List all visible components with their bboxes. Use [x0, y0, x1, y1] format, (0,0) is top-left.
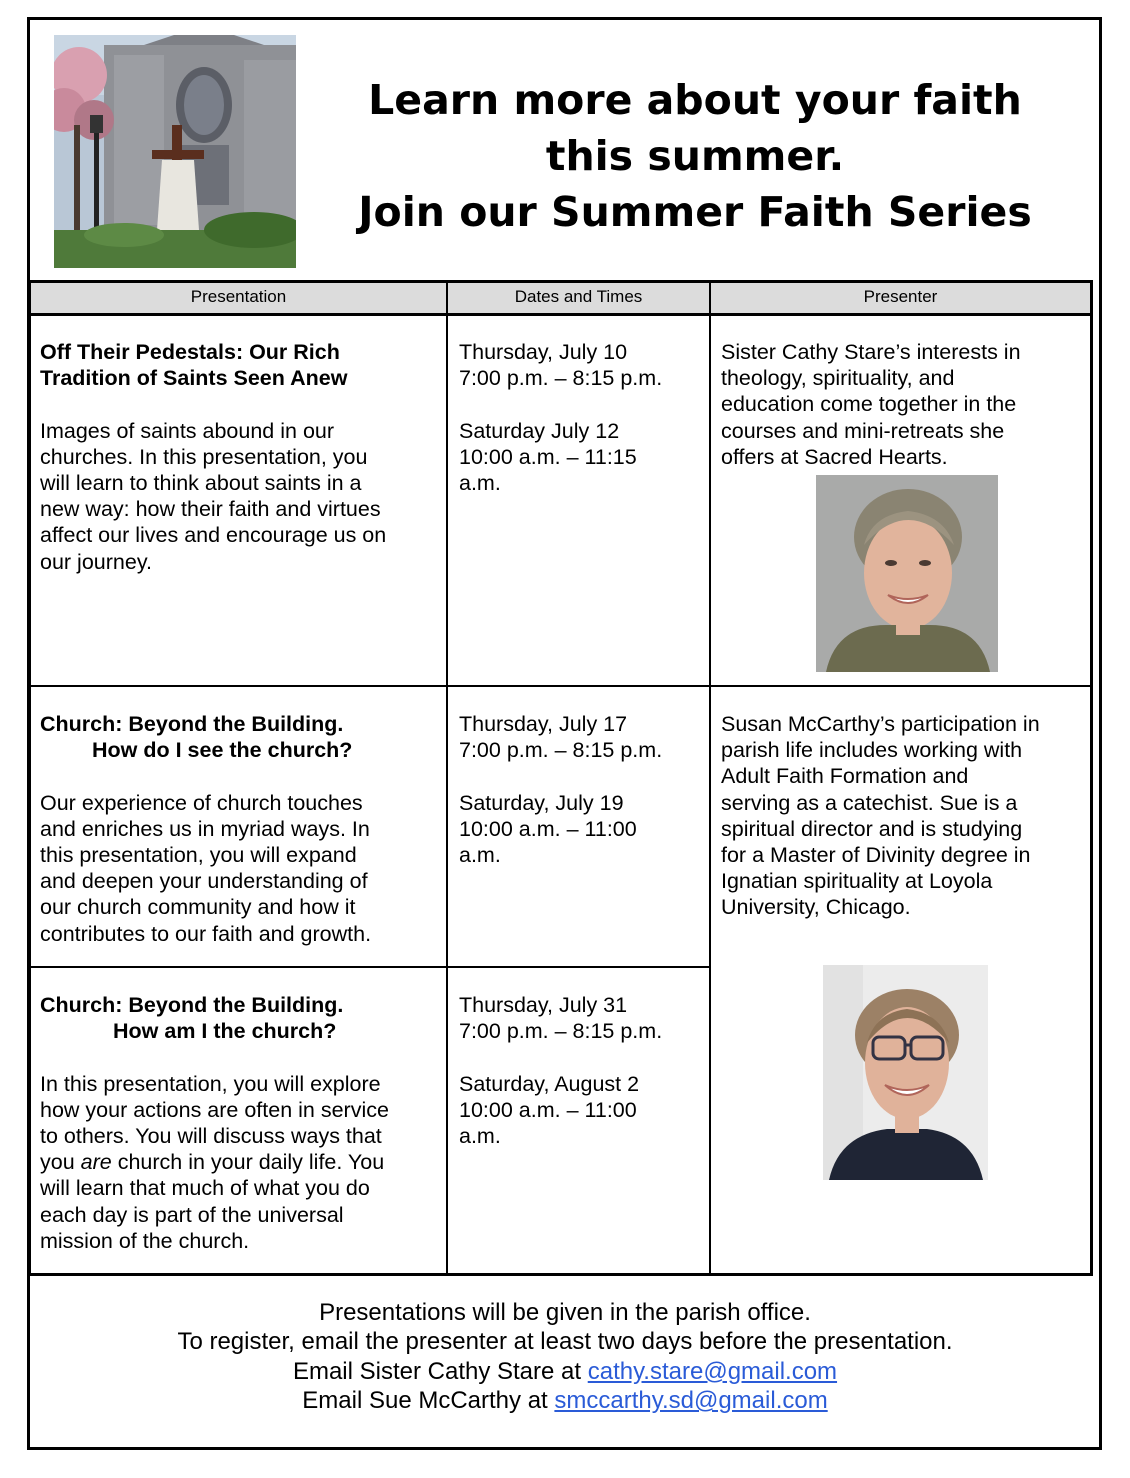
presentation-desc-line: and enriches us in myriad ways. In	[40, 816, 370, 841]
presentation-cell-1	[40, 339, 440, 575]
time-line: 7:00 p.m. – 8:15 p.m.	[459, 366, 663, 391]
presentation-desc-line: will learn that much of what you do	[40, 1176, 370, 1201]
dates-cell-3	[459, 992, 704, 1149]
presentation-desc-line: churches. In this presentation, you	[40, 444, 368, 469]
presenter-cell-2	[721, 711, 1086, 921]
date-line: Saturday, August 2	[459, 1071, 640, 1096]
presentation-desc-line: will learn to think about saints in a	[40, 471, 362, 496]
date-line: Saturday July 12	[459, 418, 620, 443]
email-link-cathy[interactable]: cathy.stare@gmail.com	[587, 1357, 838, 1385]
presenter-bio-line: parish life includes working with	[721, 738, 1023, 763]
presenter-bio-line: courses and mini-retreats she	[721, 418, 1005, 443]
presentation-title: How do I see the church?	[92, 738, 353, 763]
registration-footer	[30, 1298, 1100, 1416]
desc-text: you	[40, 1150, 81, 1175]
page-headline	[330, 72, 1060, 240]
church-photo	[54, 35, 296, 268]
presentation-title: Church: Beyond the Building.	[40, 993, 344, 1017]
presenter-cell-1	[721, 339, 1086, 470]
time-line: 10:00 a.m. – 11:00	[459, 816, 637, 841]
presentation-desc-line: affect our lives and encourage us on	[40, 523, 387, 548]
presentation-desc-line: our journey.	[40, 549, 152, 574]
presentation-cell-2	[40, 711, 440, 947]
presenter-bio-line: serving as a catechist. Sue is a	[721, 790, 1018, 815]
presentation-title: Church: Beyond the Building.	[40, 712, 344, 736]
presentation-desc-line: contributes to our faith and growth.	[40, 921, 372, 946]
presenter-bio-line: Sister Cathy Stare’s interests in	[721, 340, 1021, 364]
presenter-bio-line: spiritual director and is studying	[721, 816, 1023, 841]
footer-line-3	[30, 1357, 1100, 1386]
presenter-photo-susan	[823, 965, 988, 1180]
presentation-desc-line: Images of saints abound in our	[40, 418, 335, 443]
time-line: a.m.	[459, 471, 501, 496]
presentation-title: How am I the church?	[113, 1019, 337, 1044]
time-line: a.m.	[459, 1124, 501, 1149]
date-line: Saturday, July 19	[459, 790, 624, 815]
presenter-bio-line: theology, spirituality, and	[721, 366, 955, 391]
presentation-title: Tradition of Saints Seen Anew	[40, 366, 348, 391]
time-line: 7:00 p.m. – 8:15 p.m.	[459, 738, 663, 763]
presentation-desc-line: how your actions are often in service	[40, 1097, 389, 1122]
column-header-presenter: Presenter	[863, 287, 938, 306]
headline-line-2: this summer.	[545, 132, 845, 180]
column-header-dates: Dates and Times	[514, 287, 643, 306]
dates-cell-2	[459, 711, 704, 868]
presentation-desc-line	[40, 1149, 440, 1175]
headline-line-3: Join our Summer Faith Series	[358, 188, 1032, 236]
date-line: Thursday, July 31	[459, 993, 628, 1017]
presenter-bio-line: University, Chicago.	[721, 895, 911, 920]
email-link-sue[interactable]: smccarthy.sd@gmail.com	[554, 1387, 828, 1415]
dates-cell-1	[459, 339, 704, 496]
date-line: Thursday, July 10	[459, 340, 628, 364]
footer-line-2: To register, email the presenter at least two days before the presentation.	[177, 1328, 953, 1356]
time-line: 7:00 p.m. – 8:15 p.m.	[459, 1019, 663, 1044]
presentation-desc-line: new way: how their faith and virtues	[40, 497, 381, 522]
headline-line-1: Learn more about your faith	[368, 76, 1022, 124]
presenter-bio-line: offers at Sacred Hearts.	[721, 444, 948, 469]
column-header-presentation: Presentation	[190, 287, 287, 306]
presentation-desc-line: to others. You will discuss ways that	[40, 1124, 382, 1149]
presentation-desc-line: our church community and how it	[40, 895, 356, 920]
footer-line-4	[30, 1386, 1100, 1415]
presenter-photo-cathy	[816, 475, 998, 672]
desc-text: church in your daily life. You	[111, 1150, 385, 1175]
time-line: 10:00 a.m. – 11:00	[459, 1097, 637, 1122]
footer-line-1: Presentations will be given in the parish office.	[319, 1299, 811, 1326]
presentation-desc-line: In this presentation, you will explore	[40, 1071, 381, 1096]
presenter-bio-line: Susan McCarthy’s participation in	[721, 712, 1040, 736]
presenter-bio-line: education come together in the	[721, 392, 1017, 417]
time-line: a.m.	[459, 843, 501, 868]
presentation-desc-line: this presentation, you will expand	[40, 843, 357, 868]
time-line: 10:00 a.m. – 11:15	[459, 444, 637, 469]
desc-emphasis: are	[80, 1150, 112, 1175]
date-line: Thursday, July 17	[459, 712, 628, 736]
presentation-desc-line: mission of the church.	[40, 1228, 250, 1253]
presentation-desc-line: and deepen your understanding of	[40, 869, 368, 894]
presentation-title: Off Their Pedestals: Our Rich	[40, 340, 340, 364]
presenter-bio-line: for a Master of Divinity degree in	[721, 843, 1031, 868]
presentation-cell-3	[40, 992, 440, 1254]
presenter-bio-line: Adult Faith Formation and	[721, 764, 969, 789]
footer-text: Email Sister Cathy Stare at	[292, 1357, 588, 1385]
presentation-desc-line: Our experience of church touches	[40, 790, 363, 815]
presentation-desc-line: each day is part of the universal	[40, 1202, 344, 1227]
presenter-bio-line: Ignatian spirituality at Loyola	[721, 869, 993, 894]
footer-text: Email Sue McCarthy at	[302, 1387, 555, 1415]
